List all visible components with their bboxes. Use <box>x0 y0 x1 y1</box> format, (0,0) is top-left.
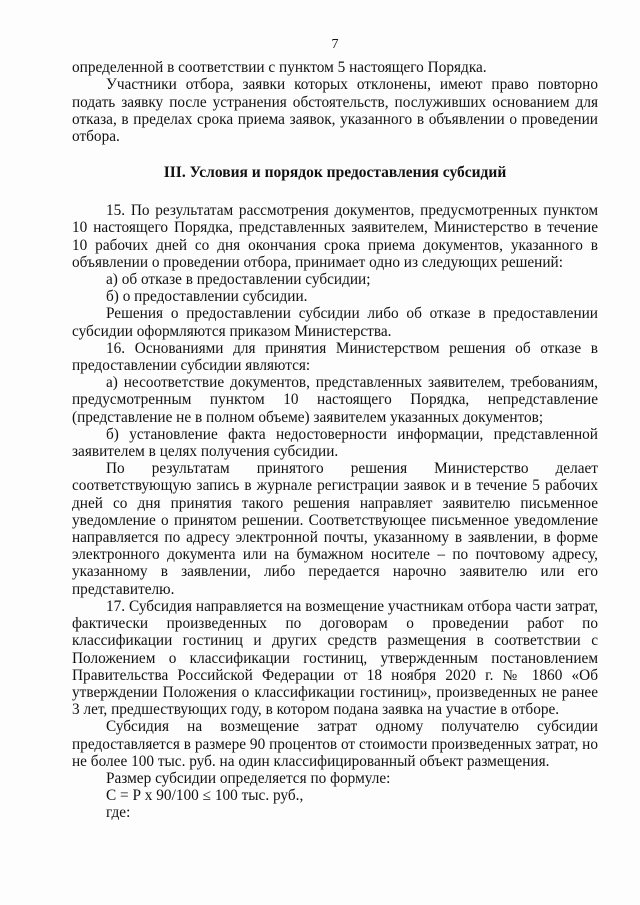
list-item-a-refusal: а) об отказе в предоставлении субсидии; <box>106 271 371 289</box>
paragraph-reapplication: Участники отбора, заявки которых отклонены, имеют право повторно подать заявку после устранения обстоятельств, послуживших основанием для отказа, в пределах срока приема заявок, указанного в объявлении о проведении отбора. <box>72 76 598 146</box>
paragraph-16: 16. Основаниями для принятия Министерством решения об отказе в предоставлении субсидии являются: <box>72 339 598 375</box>
paragraph-subsidy-amount: Субсидия на возмещение затрат одному получателю субсидии предоставляется в размере 90 процентов от стоимости произведенных затрат, но не более 100 тыс. руб. на один классифицированный объект размещения. <box>72 718 598 770</box>
list-item-b-inaccuracy: б) установление факта недостоверности информации, представленной заявителем в целях получения субсидии. <box>72 425 598 461</box>
page-number: 7 <box>331 37 339 52</box>
paragraph-formula-intro: Размер субсидии определяется по формуле: <box>106 769 391 787</box>
list-item-b-grant: б) о предоставлении субсидии. <box>106 288 308 306</box>
section-heading: III. Условия и порядок предоставления субсидий <box>163 164 507 182</box>
paragraph-decision-form: Решения о предоставлении субсидии либо об отказе в предоставлении субсидии оформляются приказом Министерства. <box>72 305 598 340</box>
list-item-a-nonconformity: а) несоответствие документов, представленных заявителем, требованиям, предусмотренным пунктом 10 настоящего Порядка, непредставление (представление не в полном объеме) заявителем указанных документов; <box>72 374 598 426</box>
formula: С = Р х 90/100 ≤ 100 тыс. руб., <box>106 787 304 805</box>
formula-where: где: <box>106 804 131 822</box>
paragraph-continuation: определенной в соответствии с пунктом 5 настоящего Порядка. <box>72 59 487 77</box>
paragraph-notification: По результатам принятого решения Министерство делает соответствующую запись в журнале регистрации заявок и в течение 5 рабочих дней со дня принятия такого решения направляет заявителю письменное уведомление о принятом решении. Соответствующее письменное уведомление направляется по адресу электронной почты, указанному в заявлении, в форме электронного документа или на бумажном носителе – по почтовому адресу, указанному в заявлении, либо передается нарочно заявителю или его представителю. <box>72 460 598 598</box>
paragraph-15: 15. По результатам рассмотрения документов, предусмотренных пунктом 10 настоящего Порядка, представленных заявителем, Министерство в течение 10 рабочих дней со дня окончания срока приема документов, указанного в объявлении о проведении отбора, принимает одно из следующих решений: <box>72 202 598 271</box>
paragraph-17: 17. Субсидия направляется на возмещение участникам отбора части затрат, фактически произведенных по договорам о проведении работ по классификации гостиниц и других средств размещения в соответствии с Положением о классификации гостиниц, утвержденным постановлением Правительства Российской Федерации от 18 ноября 2020 г. № 1860 «Об утверждении Положения о классификации гостиниц», произведенных не ранее 3 лет, предшествующих году, в котором подана заявка на участие в отборе. <box>72 597 598 719</box>
